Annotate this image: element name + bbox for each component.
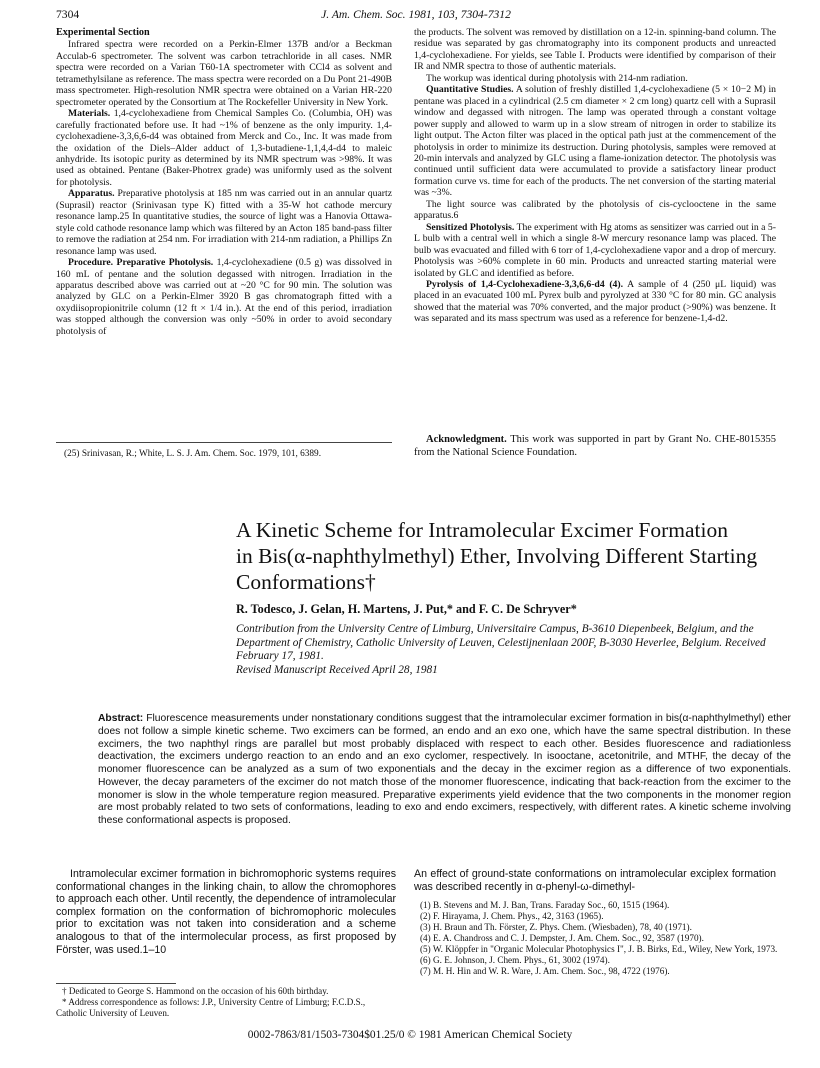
procedure-text: 1,4-cyclohexadiene (0.5 g) was dissolved in 160 mL of pentane and the solution degassed with nitrogen. Irradiation in the apparatus described above was carried out at ~20 °C for 90 min. The solution was analyzed by GLC on a Perkin-Elmer 3920 B gas chromatograph fitted with a oxydiisopropionitrile column (12 ft × 1/4 in.). At the end of this period, irradiation was stopped although the conversion was only ~50% in order to avoid secondary photolysis of [56,257,393,337]
running-header [56,8,776,26]
title-line-1: A Kinetic Scheme for Intramolecular Excimer Formation [236,518,728,542]
left-column [56,27,392,337]
page-footer: 0002-7863/81/1503-7304$01.25/0 © 1981 American Chemical Society [247,1029,573,1041]
abstract [98,713,791,828]
reference-list [420,900,778,977]
abstract-text: Fluorescence measurements under nonstationary conditions suggest that the intramolecular excimer formation in bis(α-naphthylmethyl) ether does not follow a simple kinetic scheme. Two excimers can be formed, an endo and an exo one, which have the same spectral distribution. In these excimers, the two naphthyl rings are parallel but most probably displaced with respect to each other. Besides fluorescence and radiationless deactivation, the excimers undergo reaction to an endo and an exo cyclomer, respectively. In isooctane, acetonitrile, and MTHF, the decay of the monomer fluorescence can be analyzed as a sum of two exponentials and the decay in the excimer region as a difference of two exponentials. However, the decay parameters of the excimer do not match those of the monomer fluorescence, indicating that back-reaction from the excimer to the monomer is slow in the whole temperature region measured. Preparative experiments yield evidence that the two components in the monomer region are most probably related to two sets of conformations, leading to exo and endo excimers, respectively, with different rates. A kinetic scheme involving these conformational aspects is proposed. [98,713,791,826]
acknowledgment-text: This work was supported in part by Grant No. CHE-8015355 from the National Science Foundation. [414,434,776,458]
reference-item: (2) F. Hirayama, J. Chem. Phys., 42, 3163 (1965). [420,911,604,921]
paragraph-light-source: The light source was calibrated by the photolysis of cis-cyclooctene in the same apparatus.6 [414,198,776,222]
apparatus-text: Preparative photolysis at 185 nm was carried out in an annular quartz (Suprasil) reactor (Srinivasan type K) fitted with a 35-W hot cathode mercury resonance lamp.25 In quantitative studies, the source of light was a Hanovia Ottawa-style cold cathode resonance lamp which was filtered by an Acton 185 band-pass filter to remove the radiation at 254 nm. For irradiation with 214-nm radiation, a Phillips Zn resonance lamp was used. [56,188,393,257]
correspondence-footnote: * Address correspondence as follows: J.P., University Centre of Limburg; F.C.D.S., Catholic University of Leuven. [56,997,366,1018]
affiliation [236,623,796,677]
pyrolysis-text: A sample of 4 (250 μL liquid) was placed in an evacuated 100 mL Pyrex bulb and pyrolyzed at 330 °C for 80 min. GC analysis showed that the material was 70% converted, and the major product (>90%) was benzene. It was separated and its mass spectrum was used as a reference for benzene-1,4-d2. [414,278,776,325]
apparatus-heading: Apparatus. [68,188,115,200]
paragraph-apparatus [56,188,392,257]
paragraph-pyrolysis [414,279,776,325]
dedication-footnote: † Dedicated to George S. Hammond on the occasion of his 60th birthday. [62,986,329,996]
title-line-2: in Bis(α-naphthylmethyl) Ether, Involving Different Starting [236,544,758,568]
affiliation-text: Contribution from the University Centre of Limburg, Universitaire Campus, B-3610 Diepenbeek, Belgium, and the Department of Chemistry, Catholic University of Leuven, Celestijnenlaan 200F, B-3030 Heverlee, Belgium. Received February 17, 1981. [236,623,766,662]
paragraph-workup: The workup was identical during photolysis with 214-nm radiation. [426,72,688,84]
journal-citation: J. Am. Chem. Soc. 1981, 103, 7304-7312 [321,8,511,21]
bottom-footnotes [56,986,396,1019]
intro-right-text: An effect of ground-state conformations on intramolecular exciplex formation was described recently in α-phenyl-ω-dimethyl- [414,868,776,893]
sensitized-heading: Sensitized Photolysis. [426,221,515,233]
procedure-heading: Procedure. Preparative Photolysis. [68,257,214,269]
reference-item: (1) B. Stevens and M. J. Ban, Trans. Faraday Soc., 60, 1515 (1964). [420,900,670,910]
acknowledgment [414,434,776,459]
paragraph-sensitized [414,222,776,279]
paragraph-quantitative [414,84,776,199]
section-heading: Experimental Section [56,27,150,38]
reference-item: (4) E. A. Chandross and C. J. Dempster, J. Am. Chem. Soc., 92, 3587 (1970). [420,933,704,943]
pyrolysis-heading: Pyrolysis of 1,4-Cyclohexadiene-3,3,6,6-d4 (4). [426,278,624,290]
reference-item: (5) W. Klöppfer in "Organic Molecular Photophysics I", J. B. Birks, Ed., Wiley, New York, 1973. [420,944,778,954]
reference-item: (6) G. E. Johnson, J. Chem. Phys., 61, 3002 (1974). [420,955,610,965]
paragraph-procedure [56,257,392,337]
paragraph-instruments: Infrared spectra were recorded on a Perkin-Elmer 137B and/or a Beckman Acculab-6 spectrometer. The solvent was carbon tetrachloride in all cases. NMR spectra were recorded on a Varian T60-1A spectrometer with CCl4 as solvent and tetramethylsilane as reference. The mass spectra were recorded on a Du Pont 21-490B mass spectrometer. High-resolution NMR spectra were obtained on a Varian HR-220 spectrometer operated by the Consortium at The Rockefeller University in New York. [56,39,392,108]
reference-item: (7) M. H. Hin and W. R. Ware, J. Am. Chem. Soc., 98, 4722 (1976). [420,966,670,976]
reference-item: (3) H. Braun and Th. Förster, Z. Phys. Chem. (Wiesbaden), 78, 40 (1971). [420,922,692,932]
quantitative-text: A solution of freshly distilled 1,4-cyclohexadiene (5 × 10−2 M) in pentane was placed in a cylindrical (2.5 cm diameter × 2 cm long) quartz cell with a Suprasil window and degassed with nitrogen. The lamp was operated through a constant voltage power supply and allowed to warm up in a slow stream of nitrogen in order to stabilize its light output. The Acton filter was placed in the optical path just at the commencement of the photolysis in order to minimize its destruction. During photolysis, samples were removed at 20-min intervals and analyzed by GLC using a flame-ionization detector. The photolysis was continued until sufficient data were accumulated to provide a satisfactory linear product formation curve vs. time for each of the products. The net conversion of the starting material was ~3%. [414,84,776,199]
footnote-rule-bottom [56,983,176,984]
abstract-label: Abstract: [98,713,144,724]
materials-heading: Materials. [68,108,111,120]
materials-text: 1,4-cyclohexadiene from Chemical Samples Co. (Columbia, OH) was carefully fractionated before use. It had ~1% of benzene as the only impurity. 1,4-cyclohexadiene-3,3,6,6-d4 was obtained from Merck and Co., Inc. It was made from the oxidation of the Diels–Alder adduct of 1,3-butadiene-1,1,4,4-d4 to maleic anhydride. Its isotopic purity as determined by its NMR spectrum was >98%. It was used as obtained. Pentane (Baker-Photrex grade) was uniformly used as the solvent for photolysis. [56,108,393,188]
quantitative-heading: Quantitative Studies. [426,84,514,96]
page-number: 7304 [56,8,80,21]
authors: R. Todesco, J. Gelan, H. Martens, J. Put,* and F. C. De Schryver* [236,602,577,616]
paragraph-products: the products. The solvent was removed by distillation on a 12-in. spinning-band column. The residue was separated by gas chromatography into its component products and unreacted 1,4-cyclohexadiene. For yields, see Table I. Products were identified by comparison of their IR and NMR spectra to those of authentic materials. [414,27,776,73]
article-title [236,517,786,595]
acknowledgment-heading: Acknowledgment. [426,434,507,445]
footnote-25: (25) Srinivasan, R.; White, L. S. J. Am. Chem. Soc. 1979, 101, 6389. [64,449,322,459]
intro-left-text: Intramolecular excimer formation in bichromophoric systems requires conformational changes in the linking chain, to allow the chromophores to approach each other. Until recently, the dependence of intramolecular complex formation on the conformation of bichromophoric molecules prior to excitation was not taken into consideration and a scheme analogous to that of the intermolecular process, as first proposed by Förster, was used.1–10 [56,868,396,956]
revised-date: Revised Manuscript Received April 28, 1981 [236,663,438,676]
right-column [414,27,776,325]
sensitized-text: The experiment with Hg atoms as sensitizer was carried out in a 5-L bulb with a central well in which a single 8-W mercury resonance lamp was placed. The bulb was evacuated and filled with 6 torr of 1,4-cyclohexadiene vapor and a drop of mercury. Photolysis was >60% complete in 60 min. Products and unreacted starting material were isolated by GLC and identified as before. [414,221,776,279]
title-line-3: Conformations† [236,570,376,594]
paragraph-materials [56,108,392,188]
footnote-rule [56,442,392,443]
